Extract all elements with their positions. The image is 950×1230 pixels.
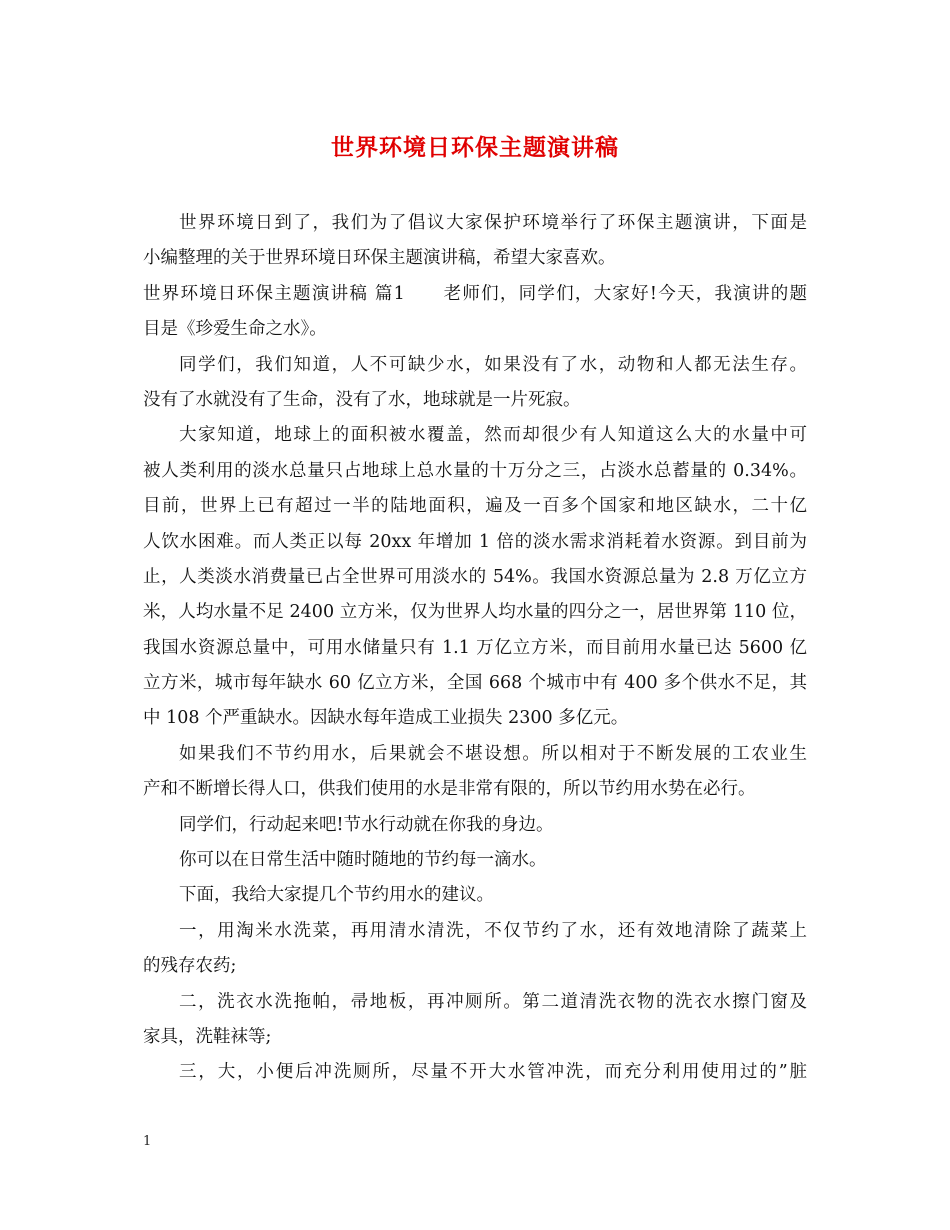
body-line: 世界环境日到了，我们为了倡议大家保护环境举行了环保主题演讲，下面是	[179, 213, 807, 233]
body-line: 世界环境日环保主题演讲稿 篇1 老师们，同学们，大家好!今天，我演讲的题	[143, 283, 807, 304]
body-line: 目前，世界上已有超过一半的陆地面积，遍及一百多个国家和地区缺水，二十亿	[143, 496, 807, 517]
page-number: 1	[143, 1134, 152, 1149]
body-line: 你可以在日常生活中随时随地的节约每一滴水。	[179, 850, 547, 871]
body-line: 三，大，小便后冲洗厕所，尽量不开大水管冲洗，而充分利用使用过的”脏	[179, 1062, 807, 1083]
body-line: 一，用淘米水洗菜，再用清水清洗，不仅节约了水，还有效地清除了蔬菜上	[179, 920, 807, 941]
body-line: 米，人均水量不足 2400 立方米，仅为世界人均水量的四分之一，居世界第 110 位，	[143, 602, 807, 623]
body-line: 小编整理的关于世界环境日环保主题演讲稿，希望大家喜欢。	[143, 248, 616, 269]
body-line: 止，人类淡水消费量已占全世界可用淡水的 54%。我国水资源总量为 2.8 万亿立方	[143, 566, 807, 587]
body-line: 人饮水困难。而人类正以每 20xx 年增加 1 倍的淡水需求消耗着水资源。到目前为	[143, 531, 807, 552]
body-line: 产和不断增长得人口，供我们使用的水是非常有限的，所以节约用水势在必行。	[143, 779, 756, 800]
body-line: 大家知道，地球上的面积被水覆盖，然而却很少有人知道这么大的水量中可	[179, 425, 807, 446]
body-line: 被人类利用的淡水总量只占地球上总水量的十万分之三，占淡水总蓄量的 0.34%。	[143, 460, 807, 481]
body-line: 如果我们不节约用水，后果就会不堪设想。所以相对于不断发展的工农业生	[179, 743, 807, 764]
body-line: 二，洗衣水洗拖帕，帚地板，再冲厕所。第二道清洗衣物的洗衣水擦门窗及	[179, 991, 807, 1012]
body-line: 中 108 个严重缺水。因缺水每年造成工业损失 2300 多亿元。	[143, 708, 629, 729]
body-line: 目是《珍爱生命之水》。	[143, 319, 327, 340]
document-title: 世界环境日环保主题演讲稿	[331, 134, 619, 161]
document-body	[143, 206, 807, 1091]
body-line: 同学们，行动起来吧!节水行动就在你我的身边。	[179, 814, 554, 835]
body-line: 同学们，我们知道，人不可缺少水，如果没有了水，动物和人都无法生存。	[179, 354, 807, 375]
body-line: 没有了水就没有了生命，没有了水，地球就是一片死寂。	[143, 389, 581, 410]
body-line: 家具，洗鞋袜等;	[143, 1026, 272, 1047]
body-line: 的残存农药;	[143, 956, 237, 977]
body-line: 立方米，城市每年缺水 60 亿立方米，全国 668 个城市中有 400 多个供水不足，其	[143, 673, 807, 694]
body-line: 下面，我给大家提几个节约用水的建议。	[179, 885, 494, 906]
body-line: 我国水资源总量中，可用水储量只有 1.1 万亿立方米，而目前用水量已达 5600 亿	[143, 637, 807, 658]
